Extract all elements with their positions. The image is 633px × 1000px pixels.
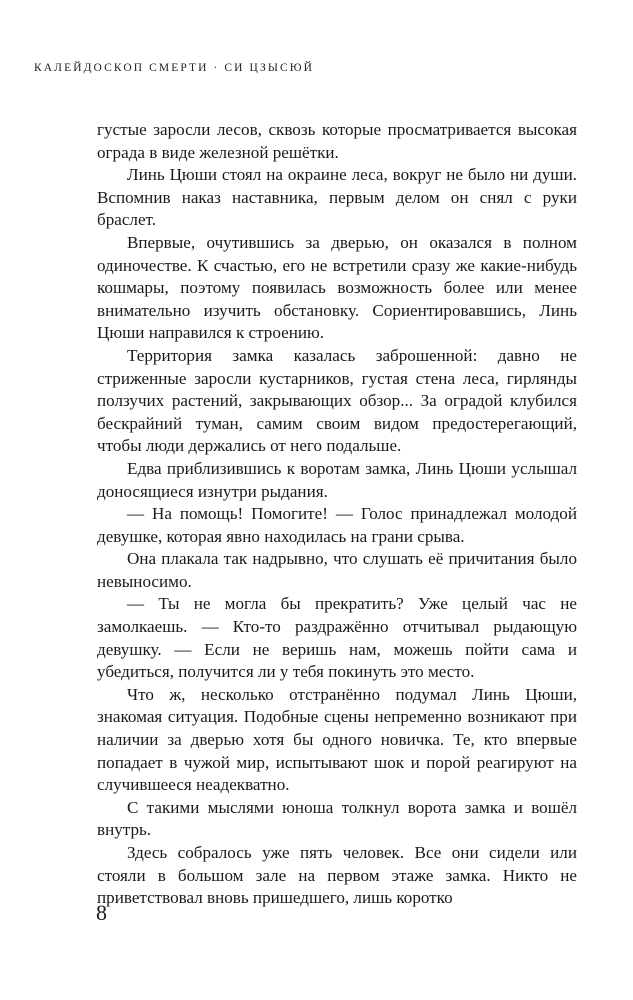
- paragraph: густые заросли лесов, сквозь которые просматривается высокая ограда в виде железной решётки.: [97, 120, 577, 162]
- paragraph: Территория замка казалась заброшенной: давно не стриженные заросли кустарников, густая стена леса, гирлянды ползучих растений, закрывающих обзор... За оградой клубился бескрайний туман, самим своим видом предостерегающий, чтобы люди держались от него подальше.: [97, 345, 577, 456]
- paragraph: Впервые, очутившись за дверью, он оказался в полном одиночестве. К счастью, его не встретили сразу же какие-нибудь кошмары, поэтому появилась возможность более или менее внимательно изучить обстановку. Сориентировавшись, Линь Цюши направился к строению.: [97, 232, 577, 343]
- running-header: КАЛЕЙДОСКОП СМЕРТИ · СИ ЦЗЫСЮЙ: [34, 62, 315, 74]
- body-text: [97, 119, 577, 910]
- dialogue-paragraph: — На помощь! Помогите! — Голос принадлежал молодой девушке, которая явно находилась на грани срыва.: [97, 504, 577, 546]
- paragraph: Здесь собралось уже пять человек. Все они сидели или стояли в большом зале на первом этаже замка. Никто не приветствовал вновь пришедшего, лишь коротко: [97, 843, 577, 908]
- paragraph: Что ж, несколько отстранённо подумал Линь Цюши, знакомая ситуация. Подобные сцены непременно возникают при наличии за дверью хотя бы одного новичка. Те, кто впервые попадает в чужой мир, испытывают шок и порой реагируют на случившееся неадекватно.: [97, 684, 577, 795]
- paragraph: Она плакала так надрывно, что слушать её причитания было невыносимо.: [97, 549, 577, 591]
- paragraph: С такими мыслями юноша толкнул ворота замка и вошёл внутрь.: [97, 797, 577, 840]
- paragraph: Линь Цюши стоял на окраине леса, вокруг не было ни души. Вспомнив наказ наставника, первым делом он снял с руки браслет.: [97, 165, 577, 230]
- dialogue-paragraph: — Ты не могла бы прекратить? Уже целый час не замолкаешь. — Кто-то раздражённо отчитывал рыдающую девушку. — Если не веришь нам, можешь пойти сама и убедиться, получится ли у тебя покинуть это место.: [97, 594, 577, 682]
- page-number: 8: [96, 900, 107, 925]
- paragraph: Едва приблизившись к воротам замка, Линь Цюши услышал доносящиеся изнутри рыдания.: [97, 458, 577, 501]
